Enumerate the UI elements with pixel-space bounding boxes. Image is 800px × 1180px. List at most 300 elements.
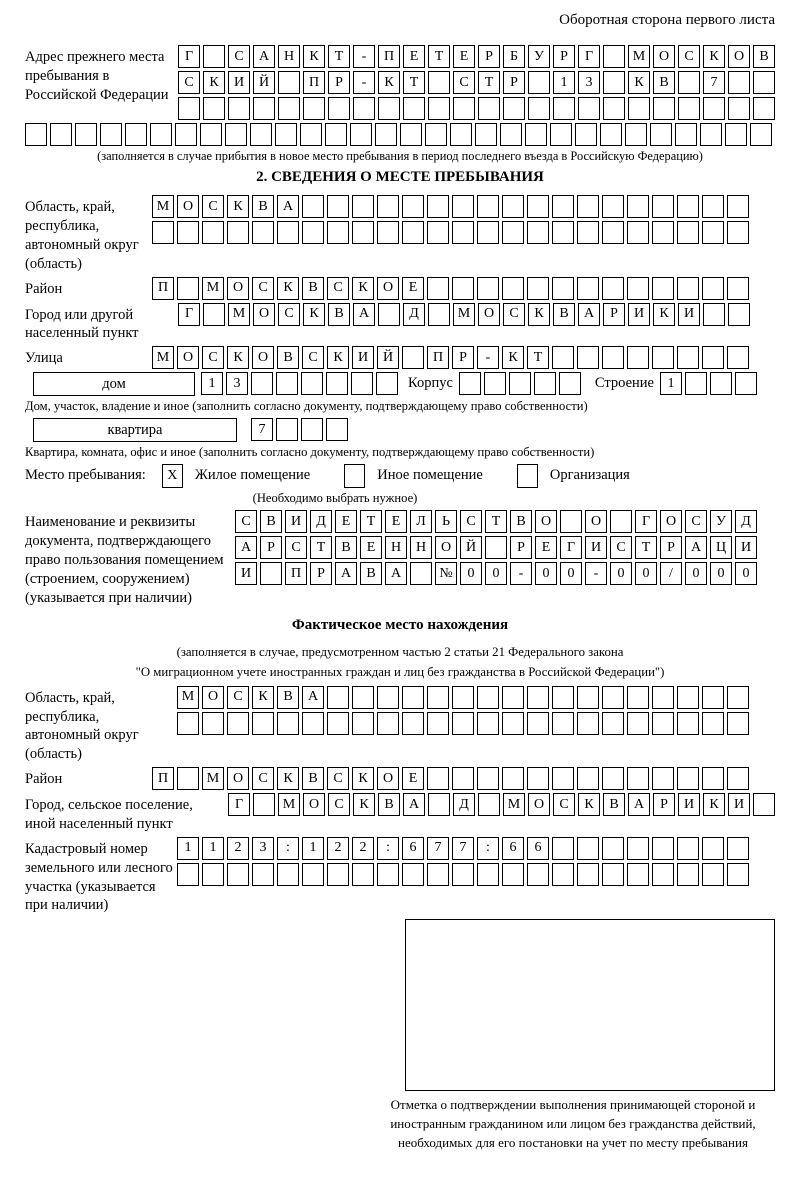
char-cell[interactable] xyxy=(753,793,775,816)
prev-address-row-1[interactable] xyxy=(178,45,775,68)
char-cell[interactable] xyxy=(702,277,724,300)
char-cell[interactable]: С xyxy=(460,510,482,533)
char-cell[interactable]: 1 xyxy=(553,71,575,94)
char-cell[interactable]: Т xyxy=(485,510,507,533)
char-cell[interactable] xyxy=(652,767,674,790)
char-cell[interactable] xyxy=(602,767,624,790)
char-cell[interactable] xyxy=(678,97,700,120)
char-cell[interactable] xyxy=(677,767,699,790)
char-cell[interactable]: 7 xyxy=(251,418,273,441)
char-cell[interactable]: Р xyxy=(260,536,282,559)
char-cell[interactable] xyxy=(703,97,725,120)
char-cell[interactable] xyxy=(477,863,499,886)
char-cell[interactable]: П xyxy=(303,71,325,94)
char-cell[interactable] xyxy=(252,863,274,886)
char-cell[interactable] xyxy=(552,712,574,735)
char-cell[interactable] xyxy=(301,372,323,395)
char-cell[interactable] xyxy=(702,712,724,735)
char-cell[interactable] xyxy=(527,686,549,709)
char-cell[interactable] xyxy=(253,97,275,120)
char-cell[interactable] xyxy=(652,686,674,709)
char-cell[interactable]: С xyxy=(235,510,257,533)
char-cell[interactable]: Г xyxy=(178,45,200,68)
char-cell[interactable]: К xyxy=(277,767,299,790)
prev-address-row-2[interactable] xyxy=(178,71,775,94)
char-cell[interactable]: В xyxy=(302,277,324,300)
char-cell[interactable] xyxy=(177,767,199,790)
char-cell[interactable] xyxy=(627,863,649,886)
char-cell[interactable] xyxy=(277,221,299,244)
char-cell[interactable] xyxy=(727,195,749,218)
char-cell[interactable]: С xyxy=(285,536,307,559)
char-cell[interactable]: С xyxy=(252,277,274,300)
char-cell[interactable] xyxy=(327,712,349,735)
region-row-1[interactable] xyxy=(152,195,749,218)
char-cell[interactable]: 1 xyxy=(302,837,324,860)
district-row[interactable] xyxy=(152,277,749,300)
char-cell[interactable] xyxy=(402,686,424,709)
char-cell[interactable]: Й xyxy=(460,536,482,559)
char-cell[interactable]: О xyxy=(227,277,249,300)
char-cell[interactable]: В xyxy=(553,303,575,326)
char-cell[interactable] xyxy=(702,686,724,709)
char-cell[interactable]: М xyxy=(628,45,650,68)
char-cell[interactable] xyxy=(452,863,474,886)
prev-address-row-3[interactable] xyxy=(178,97,775,120)
char-cell[interactable] xyxy=(528,97,550,120)
char-cell[interactable]: А xyxy=(353,303,375,326)
char-cell[interactable]: К xyxy=(578,793,600,816)
char-cell[interactable]: А xyxy=(578,303,600,326)
char-cell[interactable]: 6 xyxy=(402,837,424,860)
char-cell[interactable] xyxy=(351,372,373,395)
char-cell[interactable] xyxy=(753,97,775,120)
char-cell[interactable]: 0 xyxy=(535,562,557,585)
char-cell[interactable] xyxy=(652,221,674,244)
char-cell[interactable]: Н xyxy=(410,536,432,559)
char-cell[interactable] xyxy=(402,195,424,218)
char-cell[interactable] xyxy=(502,712,524,735)
char-cell[interactable] xyxy=(302,221,324,244)
char-cell[interactable] xyxy=(503,97,525,120)
char-cell[interactable] xyxy=(703,303,725,326)
char-cell[interactable]: А xyxy=(235,536,257,559)
house-cells[interactable] xyxy=(201,372,398,395)
char-cell[interactable] xyxy=(327,221,349,244)
char-cell[interactable]: Т xyxy=(360,510,382,533)
char-cell[interactable]: С xyxy=(328,793,350,816)
char-cell[interactable] xyxy=(552,277,574,300)
char-cell[interactable] xyxy=(652,863,674,886)
char-cell[interactable] xyxy=(602,195,624,218)
char-cell[interactable] xyxy=(552,195,574,218)
char-cell[interactable] xyxy=(400,123,422,146)
region-row-2[interactable] xyxy=(152,221,749,244)
char-cell[interactable]: Г xyxy=(578,45,600,68)
char-cell[interactable]: И xyxy=(678,793,700,816)
char-cell[interactable]: А xyxy=(335,562,357,585)
char-cell[interactable] xyxy=(278,97,300,120)
char-cell[interactable] xyxy=(428,97,450,120)
char-cell[interactable]: И xyxy=(285,510,307,533)
char-cell[interactable]: Т xyxy=(635,536,657,559)
char-cell[interactable] xyxy=(477,195,499,218)
char-cell[interactable] xyxy=(428,71,450,94)
char-cell[interactable] xyxy=(202,221,224,244)
char-cell[interactable] xyxy=(677,863,699,886)
char-cell[interactable]: К xyxy=(252,686,274,709)
char-cell[interactable]: В xyxy=(277,686,299,709)
char-cell[interactable]: Т xyxy=(328,45,350,68)
char-cell[interactable]: И xyxy=(728,793,750,816)
stroenie-cells[interactable] xyxy=(660,372,757,395)
korpus-cells[interactable] xyxy=(459,372,581,395)
char-cell[interactable]: Р xyxy=(328,71,350,94)
char-cell[interactable] xyxy=(450,123,472,146)
char-cell[interactable] xyxy=(200,123,222,146)
char-cell[interactable] xyxy=(352,221,374,244)
char-cell[interactable] xyxy=(485,536,507,559)
char-cell[interactable] xyxy=(427,767,449,790)
char-cell[interactable]: П xyxy=(152,767,174,790)
char-cell[interactable]: С xyxy=(453,71,475,94)
city-row[interactable] xyxy=(178,303,750,326)
char-cell[interactable] xyxy=(600,123,622,146)
char-cell[interactable] xyxy=(677,686,699,709)
char-cell[interactable] xyxy=(675,123,697,146)
char-cell[interactable]: М xyxy=(503,793,525,816)
char-cell[interactable]: 2 xyxy=(327,837,349,860)
char-cell[interactable]: М xyxy=(278,793,300,816)
char-cell[interactable]: Т xyxy=(478,71,500,94)
char-cell[interactable]: : xyxy=(377,837,399,860)
char-cell[interactable] xyxy=(728,303,750,326)
char-cell[interactable] xyxy=(203,97,225,120)
char-cell[interactable]: О xyxy=(478,303,500,326)
document-row-1[interactable] xyxy=(235,510,757,533)
char-cell[interactable]: К xyxy=(327,346,349,369)
char-cell[interactable] xyxy=(602,277,624,300)
char-cell[interactable]: Й xyxy=(253,71,275,94)
char-cell[interactable] xyxy=(453,97,475,120)
char-cell[interactable]: Е xyxy=(402,767,424,790)
char-cell[interactable]: Р xyxy=(660,536,682,559)
char-cell[interactable]: М xyxy=(202,277,224,300)
char-cell[interactable] xyxy=(627,346,649,369)
char-cell[interactable]: В xyxy=(753,45,775,68)
char-cell[interactable]: Е xyxy=(535,536,557,559)
char-cell[interactable] xyxy=(252,221,274,244)
char-cell[interactable] xyxy=(702,767,724,790)
char-cell[interactable] xyxy=(502,221,524,244)
char-cell[interactable]: С xyxy=(610,536,632,559)
char-cell[interactable] xyxy=(577,712,599,735)
char-cell[interactable]: С xyxy=(553,793,575,816)
char-cell[interactable] xyxy=(603,71,625,94)
apartment-cells[interactable] xyxy=(251,418,348,441)
char-cell[interactable]: О xyxy=(303,793,325,816)
char-cell[interactable] xyxy=(228,97,250,120)
char-cell[interactable] xyxy=(452,712,474,735)
char-cell[interactable]: П xyxy=(427,346,449,369)
actual-city-row[interactable] xyxy=(228,793,775,816)
char-cell[interactable]: 0 xyxy=(685,562,707,585)
char-cell[interactable] xyxy=(50,123,72,146)
char-cell[interactable]: П xyxy=(152,277,174,300)
char-cell[interactable]: А xyxy=(628,793,650,816)
char-cell[interactable]: М xyxy=(152,195,174,218)
char-cell[interactable] xyxy=(735,372,757,395)
char-cell[interactable] xyxy=(727,346,749,369)
char-cell[interactable] xyxy=(352,686,374,709)
char-cell[interactable] xyxy=(427,863,449,886)
char-cell[interactable]: К xyxy=(703,793,725,816)
char-cell[interactable] xyxy=(327,863,349,886)
char-cell[interactable]: А xyxy=(685,536,707,559)
char-cell[interactable] xyxy=(677,221,699,244)
char-cell[interactable] xyxy=(403,97,425,120)
char-cell[interactable] xyxy=(502,767,524,790)
char-cell[interactable] xyxy=(302,863,324,886)
char-cell[interactable] xyxy=(727,837,749,860)
char-cell[interactable] xyxy=(702,221,724,244)
char-cell[interactable]: Р xyxy=(510,536,532,559)
char-cell[interactable]: К xyxy=(227,346,249,369)
char-cell[interactable]: Т xyxy=(428,45,450,68)
char-cell[interactable]: В xyxy=(328,303,350,326)
char-cell[interactable] xyxy=(252,712,274,735)
char-cell[interactable]: 7 xyxy=(427,837,449,860)
char-cell[interactable]: О xyxy=(177,346,199,369)
char-cell[interactable] xyxy=(652,277,674,300)
char-cell[interactable]: К xyxy=(628,71,650,94)
char-cell[interactable]: В xyxy=(603,793,625,816)
char-cell[interactable] xyxy=(402,221,424,244)
char-cell[interactable]: Г xyxy=(635,510,657,533)
char-cell[interactable]: С xyxy=(678,45,700,68)
char-cell[interactable]: : xyxy=(477,837,499,860)
char-cell[interactable] xyxy=(610,510,632,533)
char-cell[interactable] xyxy=(203,303,225,326)
char-cell[interactable]: М xyxy=(453,303,475,326)
char-cell[interactable]: - xyxy=(510,562,532,585)
char-cell[interactable] xyxy=(301,418,323,441)
char-cell[interactable]: О xyxy=(377,277,399,300)
char-cell[interactable] xyxy=(728,71,750,94)
char-cell[interactable]: Г xyxy=(178,303,200,326)
char-cell[interactable] xyxy=(602,686,624,709)
char-cell[interactable]: И xyxy=(628,303,650,326)
char-cell[interactable] xyxy=(578,97,600,120)
char-cell[interactable] xyxy=(627,837,649,860)
char-cell[interactable] xyxy=(350,123,372,146)
char-cell[interactable]: 0 xyxy=(485,562,507,585)
char-cell[interactable]: Р xyxy=(653,793,675,816)
char-cell[interactable]: К xyxy=(203,71,225,94)
char-cell[interactable]: - xyxy=(585,562,607,585)
char-cell[interactable] xyxy=(278,71,300,94)
char-cell[interactable] xyxy=(552,767,574,790)
prev-address-row-4[interactable] xyxy=(25,123,775,146)
char-cell[interactable] xyxy=(475,123,497,146)
char-cell[interactable]: Т xyxy=(310,536,332,559)
char-cell[interactable] xyxy=(525,123,547,146)
char-cell[interactable]: 6 xyxy=(502,837,524,860)
char-cell[interactable] xyxy=(628,97,650,120)
char-cell[interactable]: У xyxy=(710,510,732,533)
char-cell[interactable] xyxy=(175,123,197,146)
char-cell[interactable] xyxy=(325,123,347,146)
char-cell[interactable] xyxy=(652,712,674,735)
char-cell[interactable] xyxy=(402,712,424,735)
char-cell[interactable] xyxy=(452,767,474,790)
char-cell[interactable] xyxy=(477,712,499,735)
char-cell[interactable]: 0 xyxy=(610,562,632,585)
char-cell[interactable]: 0 xyxy=(635,562,657,585)
char-cell[interactable]: Н xyxy=(385,536,407,559)
char-cell[interactable]: О xyxy=(435,536,457,559)
char-cell[interactable] xyxy=(527,221,549,244)
char-cell[interactable]: Д xyxy=(735,510,757,533)
char-cell[interactable]: В xyxy=(302,767,324,790)
char-cell[interactable] xyxy=(702,837,724,860)
char-cell[interactable]: А xyxy=(302,686,324,709)
char-cell[interactable] xyxy=(276,372,298,395)
char-cell[interactable]: 1 xyxy=(660,372,682,395)
char-cell[interactable]: С xyxy=(327,767,349,790)
char-cell[interactable]: С xyxy=(202,346,224,369)
char-cell[interactable] xyxy=(352,712,374,735)
organization-checkbox[interactable] xyxy=(517,464,538,488)
char-cell[interactable] xyxy=(727,863,749,886)
char-cell[interactable]: 1 xyxy=(202,837,224,860)
char-cell[interactable]: Ц xyxy=(710,536,732,559)
char-cell[interactable] xyxy=(225,123,247,146)
char-cell[interactable] xyxy=(427,712,449,735)
char-cell[interactable]: К xyxy=(303,45,325,68)
char-cell[interactable] xyxy=(275,123,297,146)
char-cell[interactable]: У xyxy=(528,45,550,68)
char-cell[interactable]: К xyxy=(352,277,374,300)
char-cell[interactable] xyxy=(700,123,722,146)
char-cell[interactable]: Р xyxy=(452,346,474,369)
char-cell[interactable]: С xyxy=(252,767,274,790)
char-cell[interactable] xyxy=(203,45,225,68)
char-cell[interactable]: В xyxy=(277,346,299,369)
char-cell[interactable] xyxy=(327,195,349,218)
char-cell[interactable]: О xyxy=(653,45,675,68)
char-cell[interactable] xyxy=(577,221,599,244)
char-cell[interactable] xyxy=(677,712,699,735)
char-cell[interactable] xyxy=(477,221,499,244)
char-cell[interactable] xyxy=(177,277,199,300)
char-cell[interactable] xyxy=(251,372,273,395)
char-cell[interactable] xyxy=(602,221,624,244)
char-cell[interactable]: О xyxy=(728,45,750,68)
char-cell[interactable] xyxy=(728,97,750,120)
char-cell[interactable]: А xyxy=(385,562,407,585)
char-cell[interactable] xyxy=(484,372,506,395)
other-premises-checkbox[interactable] xyxy=(344,464,365,488)
char-cell[interactable] xyxy=(425,123,447,146)
char-cell[interactable]: - xyxy=(353,71,375,94)
char-cell[interactable] xyxy=(427,277,449,300)
char-cell[interactable] xyxy=(25,123,47,146)
char-cell[interactable]: О xyxy=(660,510,682,533)
char-cell[interactable] xyxy=(402,863,424,886)
char-cell[interactable]: 7 xyxy=(703,71,725,94)
char-cell[interactable] xyxy=(227,712,249,735)
char-cell[interactable] xyxy=(150,123,172,146)
char-cell[interactable]: Е xyxy=(335,510,357,533)
char-cell[interactable] xyxy=(377,686,399,709)
char-cell[interactable]: С xyxy=(278,303,300,326)
char-cell[interactable] xyxy=(625,123,647,146)
char-cell[interactable] xyxy=(652,837,674,860)
char-cell[interactable]: Г xyxy=(560,536,582,559)
char-cell[interactable] xyxy=(653,97,675,120)
char-cell[interactable]: 3 xyxy=(578,71,600,94)
char-cell[interactable]: О xyxy=(253,303,275,326)
char-cell[interactable] xyxy=(627,195,649,218)
char-cell[interactable]: В xyxy=(360,562,382,585)
char-cell[interactable]: 0 xyxy=(735,562,757,585)
char-cell[interactable] xyxy=(427,686,449,709)
char-cell[interactable] xyxy=(250,123,272,146)
char-cell[interactable] xyxy=(727,277,749,300)
char-cell[interactable]: М xyxy=(228,303,250,326)
char-cell[interactable]: 1 xyxy=(177,837,199,860)
char-cell[interactable] xyxy=(652,346,674,369)
char-cell[interactable]: О xyxy=(585,510,607,533)
char-cell[interactable] xyxy=(627,712,649,735)
char-cell[interactable] xyxy=(377,221,399,244)
char-cell[interactable] xyxy=(277,712,299,735)
char-cell[interactable]: С xyxy=(202,195,224,218)
char-cell[interactable]: Ь xyxy=(435,510,457,533)
char-cell[interactable]: Е xyxy=(453,45,475,68)
char-cell[interactable] xyxy=(376,372,398,395)
char-cell[interactable] xyxy=(427,221,449,244)
char-cell[interactable] xyxy=(300,123,322,146)
char-cell[interactable]: - xyxy=(353,45,375,68)
char-cell[interactable]: 6 xyxy=(527,837,549,860)
char-cell[interactable]: А xyxy=(277,195,299,218)
char-cell[interactable] xyxy=(528,71,550,94)
char-cell[interactable] xyxy=(377,863,399,886)
char-cell[interactable]: А xyxy=(253,45,275,68)
char-cell[interactable]: 0 xyxy=(710,562,732,585)
char-cell[interactable] xyxy=(552,686,574,709)
char-cell[interactable]: О xyxy=(177,195,199,218)
char-cell[interactable] xyxy=(727,221,749,244)
char-cell[interactable]: В xyxy=(335,536,357,559)
char-cell[interactable] xyxy=(253,793,275,816)
char-cell[interactable] xyxy=(177,221,199,244)
char-cell[interactable] xyxy=(502,195,524,218)
char-cell[interactable]: 0 xyxy=(560,562,582,585)
char-cell[interactable] xyxy=(702,346,724,369)
char-cell[interactable]: В xyxy=(510,510,532,533)
char-cell[interactable] xyxy=(428,303,450,326)
char-cell[interactable]: : xyxy=(277,837,299,860)
char-cell[interactable] xyxy=(452,195,474,218)
char-cell[interactable]: П xyxy=(378,45,400,68)
char-cell[interactable] xyxy=(727,767,749,790)
char-cell[interactable] xyxy=(326,418,348,441)
char-cell[interactable]: К xyxy=(303,303,325,326)
char-cell[interactable] xyxy=(677,195,699,218)
